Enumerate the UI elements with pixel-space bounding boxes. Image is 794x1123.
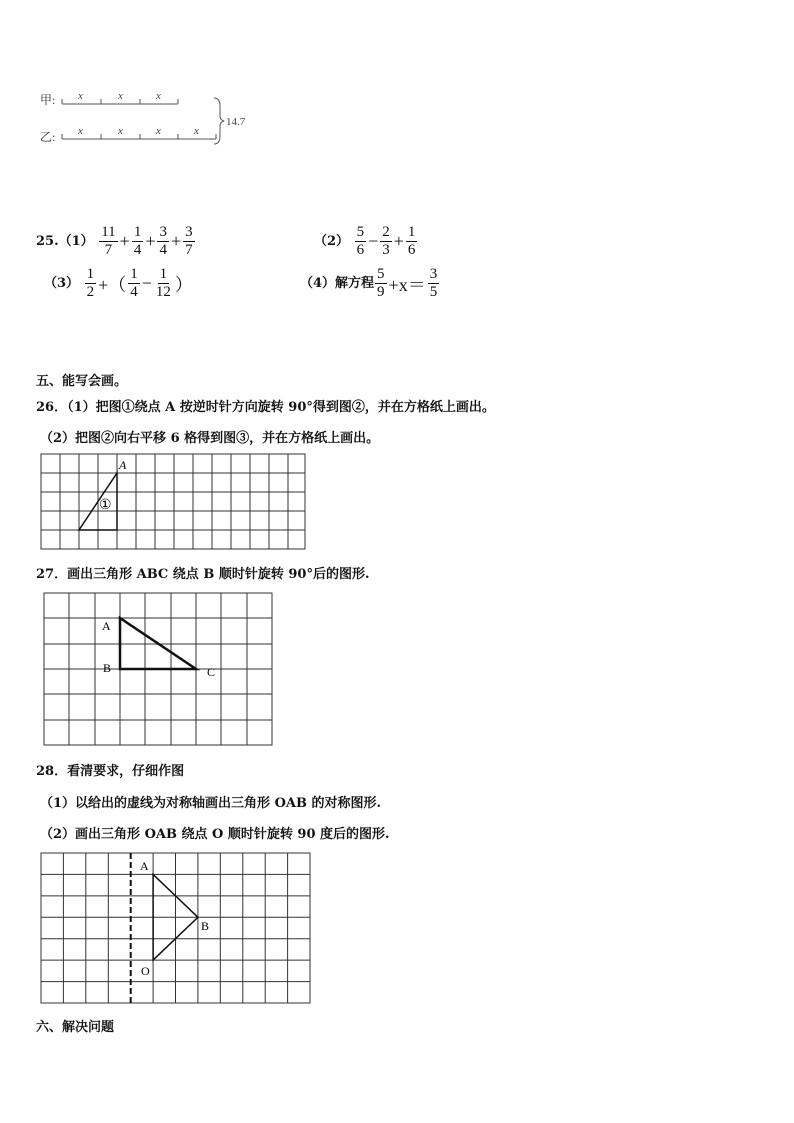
fraction: $\frac{1}{12}$ (155, 266, 171, 300)
jia-part: x (156, 90, 161, 102)
q25-part3: （3） $\frac{1}{2}$ +（ $\frac{1}{4}$ − $\frac{1}{12}$ ） (44, 266, 193, 300)
section6-title: 六、解决问题 (36, 1020, 115, 1035)
q28-line2: （1）以给出的虚线为对称轴画出三角形 OAB 的对称图形. (40, 796, 382, 811)
fraction: $\frac{1}{4}$ (130, 266, 138, 300)
q25-p1-label: （1） (58, 234, 94, 249)
q28-grid (38, 850, 314, 1008)
q25-p4-label: （4）解方程 (300, 276, 375, 291)
total-value: 14.7 (226, 116, 246, 128)
jia-part: x (118, 90, 123, 102)
point-o-label: O (141, 964, 150, 978)
q28-line3: （2）画出三角形 OAB 绕点 O 顺时针旋转 90 度后的图形. (40, 827, 390, 842)
q27-line1: 27．画出三角形 ABC 绕点 B 顺时针旋转 90°后的图形. (36, 567, 370, 582)
q25-number: 25. (36, 234, 59, 249)
fraction: $\frac{3}{4}$ (159, 224, 167, 258)
q25-part1: 25.（1） $\frac{11}{7}$ + $\frac{1}{4}$ + $\frac{3}{4}$ + $\frac{3}{7}$ (36, 224, 193, 258)
point-a-label: A (119, 458, 127, 472)
q25-p3-label: （3） (44, 276, 80, 291)
yi-part: x (194, 125, 199, 137)
yi-part: x (156, 125, 161, 137)
q25-p2-label: （2） (314, 234, 350, 249)
q26-grid (38, 452, 310, 554)
q28-line1: 28．看清要求，仔细作图 (36, 764, 185, 779)
yi-part: x (78, 125, 83, 137)
point-a-label: A (140, 859, 149, 873)
equation-middle: +x＝ (388, 274, 426, 295)
fraction: $\frac{1}{2}$ (86, 266, 95, 300)
point-a-label: A (102, 619, 111, 633)
yi-part: x (118, 125, 123, 137)
point-b-label: B (201, 919, 210, 933)
segment-diagram (30, 86, 270, 156)
point-c-label: C (207, 665, 216, 679)
fraction: $\frac{2}{3}$ (382, 224, 390, 258)
q26-line1: 26．（1）把图①绕点 A 按逆时针方向旋转 90°得到图②，并在方格纸上画出。 (36, 400, 495, 415)
jia-label: 甲: (40, 93, 56, 107)
fraction: $\frac{1}{4}$ (133, 224, 142, 258)
q25-part4 (300, 266, 440, 301)
fraction: $\frac{5}{6}$ (356, 224, 365, 258)
fraction: $\frac{5}{9}$ (377, 266, 385, 300)
fraction: $\frac{1}{6}$ (407, 224, 416, 258)
fraction: $\frac{3}{7}$ (185, 224, 193, 258)
figure-1-label: ① (99, 498, 112, 513)
q25-part2: （2） $\frac{5}{6}$ − $\frac{2}{3}$ + $\frac{1}{6}$ (314, 224, 416, 258)
q27-grid (40, 590, 276, 750)
q26-line2: （2）把图②向右平移 6 格得到图③，并在方格纸上画出。 (40, 431, 380, 446)
point-b-label: B (103, 661, 112, 675)
section5-title: 五、能写会画。 (36, 374, 128, 389)
jia-part: x (78, 90, 83, 102)
fraction: $\frac{11}{7}$ (101, 224, 116, 258)
fraction: $\frac{3}{5}$ (429, 266, 438, 300)
yi-label: 乙: (40, 130, 56, 144)
